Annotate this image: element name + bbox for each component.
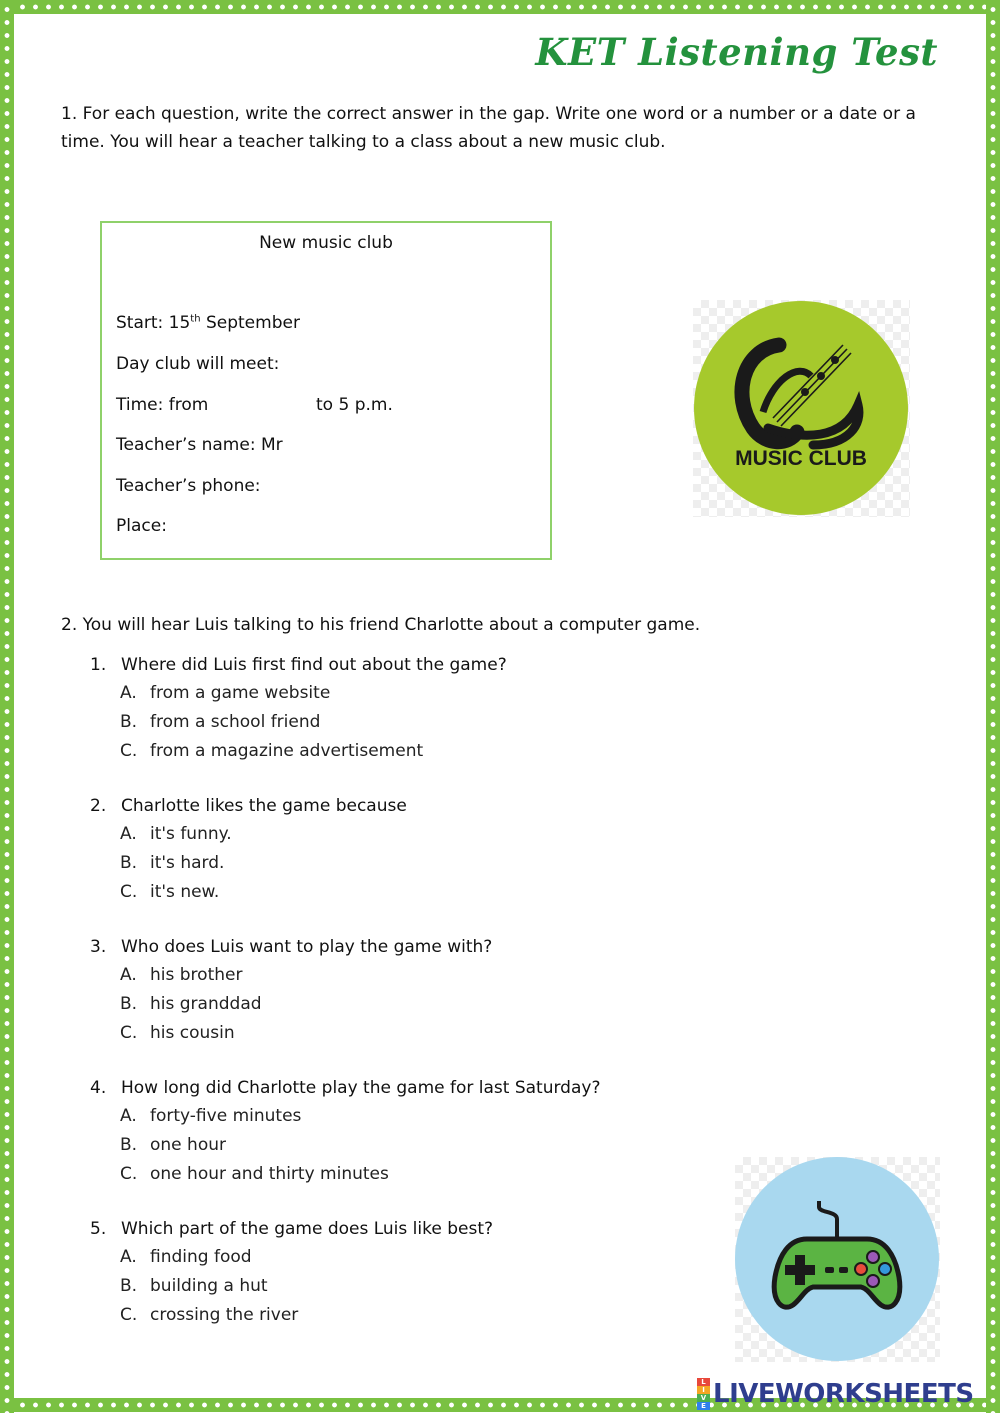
question-text: Who does Luis want to play the game with? [121,937,493,957]
liveworksheets-logo [697,1377,974,1411]
option-c[interactable]: C. it's new. [120,882,220,902]
option-a[interactable]: A. finding food [120,1247,252,1267]
game-controller-image [735,1157,940,1362]
question-number: 1. [90,655,107,675]
question-number: 3. [90,937,107,957]
option-a[interactable]: A. forty-five minutes [120,1106,302,1126]
start-row: Start: 15th September [116,313,300,333]
option-c[interactable]: C. crossing the river [120,1305,299,1325]
notice-title: New music club [259,233,393,253]
day-row: Day club will meet: [116,354,280,374]
place-row: Place: [116,516,167,536]
question-text: Where did Luis first find out about the game? [121,655,507,675]
question-text: How long did Charlotte play the game for last Saturday? [121,1078,601,1098]
option-c[interactable]: C. from a magazine advertisement [120,741,424,761]
liveworksheets-mark: L I V E [697,1378,710,1410]
time-from-label: Time: from [116,395,209,415]
border-top [0,0,1000,14]
section1-instructions: 1. For each question, write the correct answer in the gap. Write one word or a number or a date or a time. You will hear a teacher talking to a class about a new music club. [61,104,916,152]
teacher-name-row: Teacher’s name: Mr [116,435,283,455]
page-title: KET Listening Test [535,30,938,74]
question-text: Charlotte likes the game because [121,796,407,816]
option-b[interactable]: B. his granddad [120,994,262,1014]
question-number: 4. [90,1078,107,1098]
section2-intro: 2. You will hear Luis talking to his friend Charlotte about a computer game. [61,615,701,635]
teacher-phone-row: Teacher’s phone: [116,476,261,496]
question-number: 5. [90,1219,107,1239]
question-number: 2. [90,796,107,816]
liveworksheets-text: LIVEWORKSHEETS [713,1379,974,1409]
game-controller-icon [735,1157,940,1362]
option-b[interactable]: B. one hour [120,1135,226,1155]
music-club-logo-text: MUSIC CLUB [735,447,867,470]
music-club-notice [100,221,552,560]
option-c[interactable]: C. one hour and thirty minutes [120,1164,389,1184]
border-left [0,0,14,1413]
option-c[interactable]: C. his cousin [120,1023,235,1043]
question-text: Which part of the game does Luis like best? [121,1219,494,1239]
music-club-logo [693,300,910,517]
option-b[interactable]: B. building a hut [120,1276,268,1296]
option-a[interactable]: A. from a game website [120,683,331,703]
border-right [986,0,1000,1413]
option-b[interactable]: B. it's hard. [120,853,225,873]
option-a[interactable]: A. his brother [120,965,243,985]
music-club-logo-graphic [693,300,910,517]
time-to-label: to 5 p.m. [316,395,393,415]
option-b[interactable]: B. from a school friend [120,712,321,732]
option-a[interactable]: A. it's funny. [120,824,232,844]
